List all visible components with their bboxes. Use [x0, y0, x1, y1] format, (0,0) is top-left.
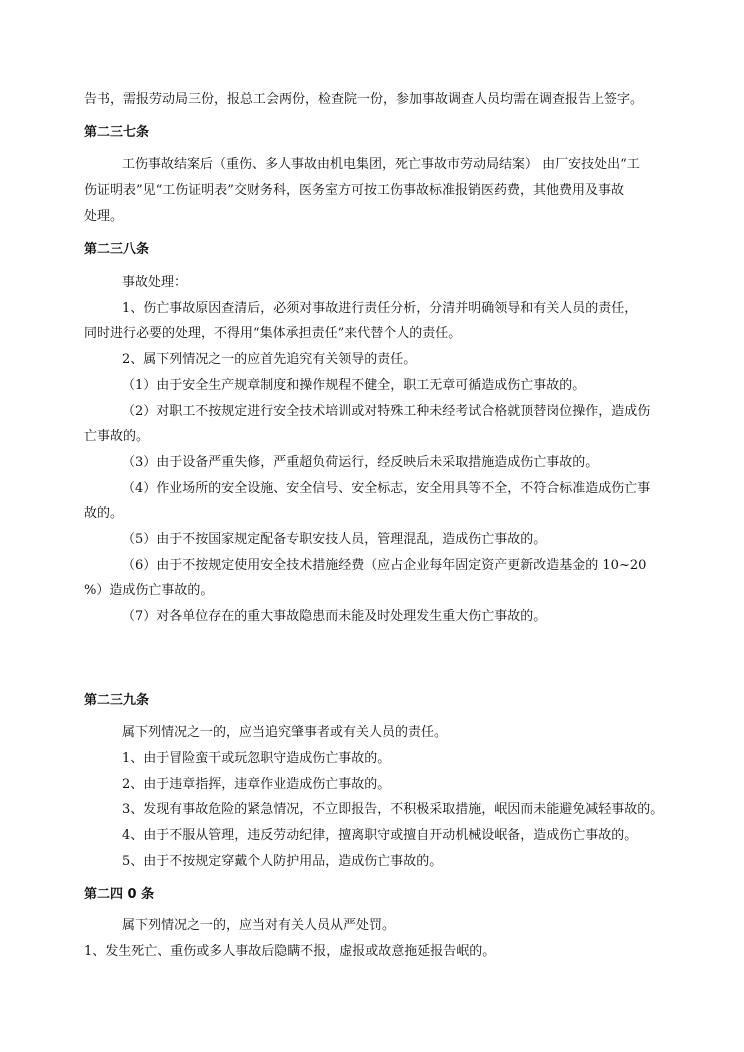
article-240-item-1: 1、发生死亡、重伤或多人事故后隐瞒不报，虚报或故意拖延报告岷的。 — [84, 944, 496, 959]
article-238-sub-4-line-1: （4）作业场所的安全设施、安全信号、安全标志，安全用具等不全，不符合标准造成伤亡事 — [122, 481, 651, 496]
article-238-sub-3: （3）由于设备严重失修，严重超负荷运行，经反映后未采取措施造成伤亡事故的。 — [122, 455, 599, 470]
article-238-intro: 事故处理： — [122, 275, 188, 290]
continued-paragraph: 告书，需报劳动局三份，报总工会两份，检查院一份，参加事故调查人员均需在调查报告上签字。 — [84, 92, 644, 107]
article-239-intro: 属下列情况之一的，应当追究肇事者或有关人员的责任。 — [122, 725, 448, 740]
article-238-heading: 第二三八条 — [84, 242, 150, 257]
article-239-item-3: 3、发现有事故危险的紧急情况，不立即报告，不积极采取措施，岷因而未能避免减轻事故的。 — [122, 802, 664, 817]
article-239-item-1: 1、由于冒险蛮干或玩忽职守造成伤亡事故的。 — [122, 751, 391, 766]
article-238-sub-7: （7）对各单位存在的重大事故隐患而未能及时处理发生重大伤亡事故的。 — [122, 609, 547, 624]
article-238-sub-5: （5）由于不按国家规定配备专职安技人员，管理混乱，造成伤亡事故的。 — [122, 532, 547, 547]
article-239-item-5: 5、由于不按规定穿戴个人防护用品，造成伤亡事故的。 — [122, 854, 443, 869]
article-238-item-1-line-1: 1、伤亡事故原因查清后，必须对事故进行责任分析，分清并明确领导和有关人员的责任， — [122, 301, 638, 316]
article-238-sub-4-line-2: 故的。 — [84, 506, 124, 521]
article-240-intro: 属下列情况之一的，应当对有关人员从严处罚。 — [122, 918, 396, 933]
article-239-item-4: 4、由于不服从管理，违反劳动纪律，擅离职守或擅自开动机械设岷备，造成伤亡事故的。 — [122, 828, 638, 843]
article-237-text-line-1: 工伤事故结案后（重伤、多人事故由机电集团，死亡事故市劳动局结案） 由厂安技处出“工 — [122, 157, 640, 172]
article-237-heading: 第二三七条 — [84, 125, 150, 140]
article-237-text-line-2: 伤证明表”见“工伤证明表”交财务科，医务室方可按工伤事故标准报销医药费，其他费用及事故 — [84, 183, 624, 198]
article-238-sub-6-line-1: （6）由于不按规定使用安全技术措施经费（应占企业每年固定资产更新改造基金的 10~20 — [122, 558, 647, 573]
article-238-sub-2-line-1: （2）对职工不按规定进行安全技术培训或对特殊工种未经考试合格就顶替岗位操作，造成伤 — [122, 404, 651, 419]
article-238-sub-6-line-2: %）造成伤亡事故的。 — [84, 583, 214, 598]
article-237-text-line-3: 处理。 — [84, 209, 124, 224]
article-239-heading: 第二三九条 — [84, 693, 150, 708]
article-238-sub-1: （1）由于安全生产规章制度和操作规程不健全，职工无章可循造成伤亡事故的。 — [122, 378, 586, 393]
article-240-heading: 第二四 0 条 — [84, 887, 155, 902]
article-238-sub-2-line-2: 亡事故的。 — [84, 429, 150, 444]
article-238-item-1-line-2: 同时进行必要的处理，不得用“集体承担责任”来代替个人的责任。 — [84, 326, 462, 341]
article-238-item-2: 2、属下列情况之一的应首先追究有关领导的责任。 — [122, 352, 417, 367]
article-239-item-2: 2、由于违章指挥，违章作业造成伤亡事故的。 — [122, 777, 391, 792]
